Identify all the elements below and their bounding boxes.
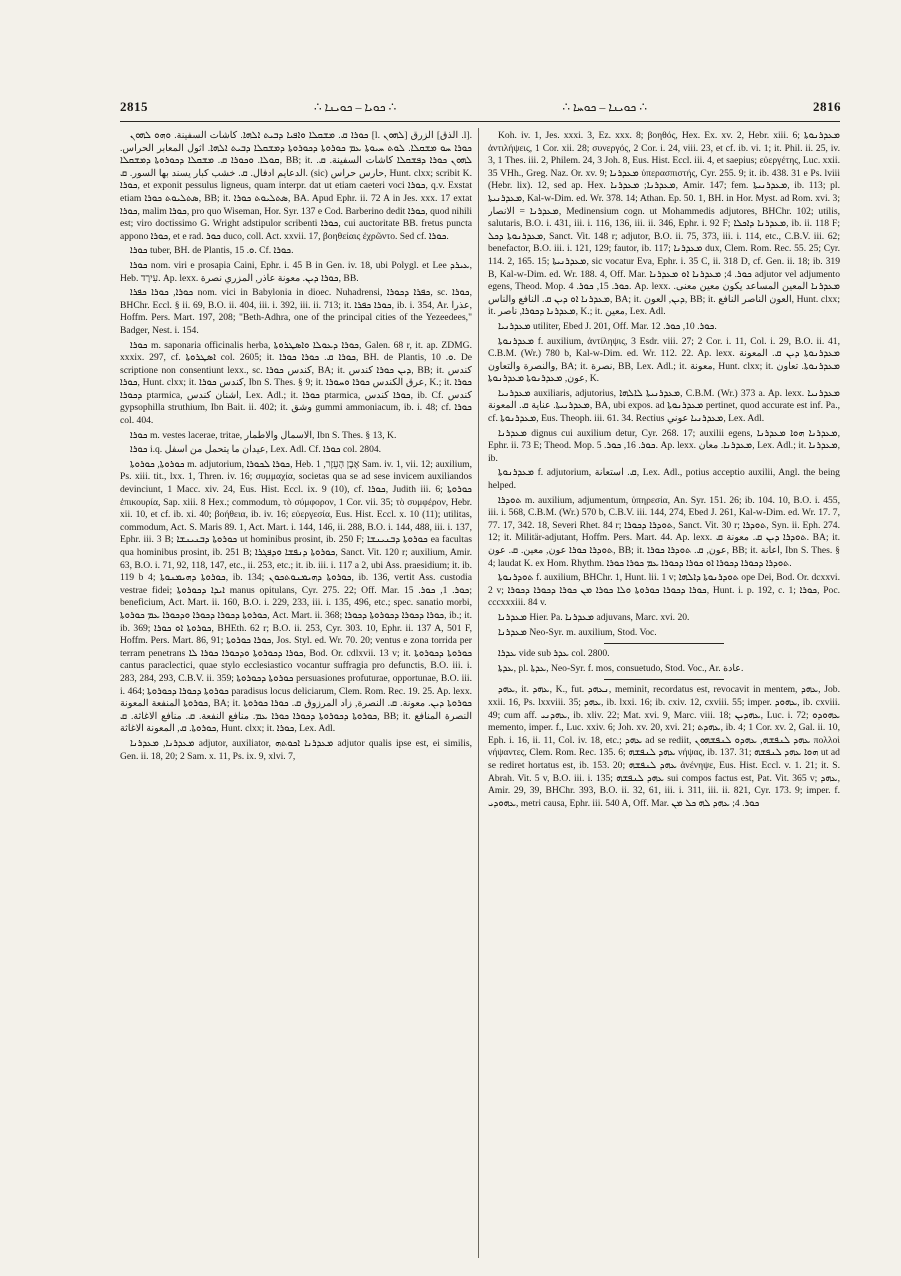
entry-auxilium-f: ܡܥܕܪܢܘܬܐ f. auxilium, ἀντίληψις, 3 Esdr. viii. 27; 2 Cor. i. 11, Col. i. 29, B.O. ii. 41, C.B.M. (Wr.) 780 b, Kal-w-Dim. ed. Wr. 112. 22. Ap. lexx. ܡܥܕܪܢܘܬܐ ܕܝܢ ܩ. المعونة والنصرة والتعاون, BA; it. نصرة, BB, Lex. Adl.; it. معونة, Hunt. clxx; it. ܡܥܕܪܢܘܬܐ. تعاون عون, ܡܥܕܪܢܘܬܐ ܡܥܕܪܢܘܬܐ, K. bbox=[488, 335, 840, 385]
entry-neo-syr: ܡܥܕܪܢܐ Neo-Syr. m. auxilium, Stod. Voc. bbox=[498, 626, 657, 638]
entry-mos: ܥܕܬܐ, pl. ܥܕܬܐ, Neo-Syr. f. mos, consuetudo, Stod. Voc., Ar. عادة. bbox=[498, 662, 744, 674]
entry-adjutor: ܡܥܕܪܢܐ, ܡܥܕܪܢܐ adjutor, auxiliator, ܡܥܕܪܢܐ ܐܟܘܬܗ adjutor qualis ipse est, ei similis, Gen. ii. 18, 20; 2 Sam. x. 11, Ps. ix. 9, xlvi. 7, bbox=[120, 737, 472, 762]
entry-dignus: ܡܥܕܪܢܐ dignus cui auxilium detur, Cyr. 268. 17; auxilii egens, ܡܥܕܪܢܐ ܗܘܐ ܡܥܕܪܢܐ, Ephr. ii. 73 E; Theod. Mop. ܟܘܪ. 16, ܟܘܪ. 5. Ap. lexx. ܡܥܕܪܢܐ. معان, Lex. Adl.; it. ܡܥܕܪܢܐ, ib. bbox=[488, 427, 840, 464]
entry-kurra: ܟܘܪܐ ܩ. ܡܫܩܠܐ ܘܐܦܝܐ ܕܒܝܬ ܐܠܗܐ. كاشات السفينة. ܘܗܘ ܠܗܘܢ [l. ܠܗܘܢ] الزرق [الذق .l]. ܟܘܪܐ ܚܘ ܡܫܩܠܐ. ܠܘܬ ܚܝܘܬܐ ܥܡ ܟܘܪܘܬܐ ܕܟܘܪܘܬܐ ܕܡܫܩܠܐ ܕܒܝܬ ܐܠܗܐ. اثول المعابر الحراس. ܩܘܠܐ. ܘܟܘܪܐ ܩ. ܡܫܩܠܐ ܕܟܘܪܘܬܐ ܕܡܫܩܠܐ, BB; it. ܠܗܘܢ ܟܘܪܐ ܕܦܫܩܠܐ كاشات السفينة. ܩ. الدعايم ادفال. ܩ. خشب كبار يسند بها السور. ܩ. (sic) حارس حراس, Hunt. clxx; scribit K. ܟܘܪܐ, et exponit pessulus ligneus, quam interpr. dat ut etiam caeteri voci ܟܘܪܐ, q.v. Exstat etiam ܣܬܠܝܘܬ ܟܘܪܐ, BB; it. ܣܬܠܝܘܬ ܟܘܪܐ, BA. Apud Ephr. ii. 72 A in Jes. xxx. 17 extat ܟܘܪܐ, malim ܟܘܪܐ, pro quo Wiseman, Hor. Syr. 137 e Cod. Barberino dedit ܟܘܪܐ, quod nihili est; viro doctissimo G. Wright adstipulor scribenti ܟܘܪܐ, cui auctoritate BB. fretus puncta appono ܟܘܪܐ, et e rad. ܟܘܪ duco, coll. Act. xxvii. 17, βοηθείαις ἐχρῶντο. Sed cf. ܟܘܪܐ. bbox=[120, 130, 472, 242]
entry-beth-adhra: ܟܘܪܐ, ܟܘܪܐ ܟܦܪܐ nom. vici in Babylonia in dioec. Nuhadrensi, ܟܦܪܐ ܕܟܘܪܐ, sc. ܟܘܪܐ, BHChr. Eccl. § ii. 69, B.O. ii. 404, iii. i. 392, iii. ii. 713; it. ܟܘܪܐ ܟܦܪܐ, ib. i. 354, Ar. عذرا, Hoffm. Pers. Mart. 197, 208; "Beth-Adhra, one of the principal cities of the Yezeedees," Badger, Nest. i. 154. bbox=[120, 287, 472, 336]
entry-meminit: ܥܗܕ, it. ܥܗܕ, K., fut. ܢܥܗܕ, meminit, recordatus est, revocavit in mentem, ܥܗܕ, Job. xxii. 16, Ps. lxxviii. 35; ܥܗܕ, ib. lxxi. 16; ib. cxiv. 12, cxviii. 55; imper. ܥܗܘܕ, ib. cxviii. 49; cum aff. ܥܗܕܢܝ, ib. xliv. 22; Mat. xvi. 9, Marc. viii. 18; ܥܗܕܝܢ, Luc. i. 72; ܥܗܘܕܘ memento, imper. f., Luc. xxiv. 6; Joh. xv. 20, xvi. 21; ܥܗܕܬ, ib. 4; 1 Cor. xv. 2, Gal. ii. 10, Eph. i. 16, ii. 11, Col. iv. 18, etc.; ܥܗܕ ad se rediit, ܥܗܕ ܠܢܦܫܗ, ܥܗܕܘ ܠܢܦܫܗܘܢ πολλοὶ νήψαντες, Clem. Rom. Rec. 135. 6; ܥܗܕ ܠܢܦܫܗ νήψας, ib. 137. 31; ܗܘܐ ܥܗܕ ܠܢܦܫܗ ut ad se rediret hortatus est, ib. 153. 20; ܥܗܕ ܠܢܦܫܗ ἀνένηψε, Eus. Hist. Eccl. v. 1. 21; it. S. Abrah. Vit. 5 v, B.O. iii. i. 135; ܥܗܕ ܠܢܦܫܗ sui compos factus est, Pat. Vit. 365 v; ܥܗܕ, Amir. 29, 39, BHChr. 393, B.O. ii. 32, 61, iii. i. 311, iii. ii. 821, Cyr. 173. 9; imper. f. ܥܗܘܕܝ, metri causa, Ephr. iii. 540 A, Off. Mar. ܟܘܪ. 4; ܥܗܕ ܠܗ ܟܠ ܡܢ bbox=[488, 684, 840, 809]
entry-auxiliaris: ܡܥܕܪܢܝܐ auxiliaris, adjutorius, ܡܥܕܪܢܝܬܐ ܠܐܠܗܐ, C.B.M. (Wr.) 373 a. Ap. lexx. ܡܥܕܪܢܝܐ ܡܥܕܪܢܝܬܐ. عناية ܩ. المعونة, BA, ubi expos. ad ܡܥܕܪܢܘܬܐ pertinet, quod accurate est inf. Pa., cf. ܡܥܕܪܢܘܬܐ, Eus. Theoph. iii. 61. 34. Rectius ܡܥܕܪܢܝܐ عوني, Lex. Adl. bbox=[488, 387, 840, 425]
entry-tuber: ܟܘܪܐ tuber, BH. de Plantis, ܘ. 15. Cf. ܟܘܪܐ. bbox=[130, 245, 294, 257]
right-page-number: 2816 bbox=[812, 99, 841, 114]
left-column bbox=[120, 130, 472, 1255]
entry-adjutorium: ܟܘܪܘܬܐ, ܟܘܪܘܬܐ m. adjutorium, ܟܘܪܐ ܠܟܘܪܐ, Heb. אֶבֶן הָעֵזֶר, 1 Sam. iv. 1, vii. 12; auxilium, Ps. xiii. tit., lxx. 1, Thren. iv. 16; συμμαχία, societas qua se ad sese invicem auxiliandos devinciunt, 1 Macc. xiv. 24, Eus. Hist. Eccl. ix. 9 (10), cf. ܟܘܪܐ, Judith iii. 6; ܟܘܪܘܬܐ ἐπικουρία, Sap. xiii. 8 Hex.; commodum, τὸ σύμφορον, 1 Cor. vii. 35; τὸ συμφέρον, Hebr. xii. 10, et cf. ib. xi. 40; βοήθεια, ib. iv. 16; εὐεργεσία, Eus. Hist. Eccl. x. 10 (11); utilitas, commodum, Act. S. Maris 89. 1, Act. Mart. i. 144, 146, ii. 288, B.O. i. 144, 488, iii. i. 137, Ephr. iii. 3 B; ܟܘܪܘܬܐ ܕܒܢܝܢܫܐ ut hominibus prosint, ib. 250 F; ܟܘܪܘܬܐ ܕܒܢܝܢܫܐ ea facultas qua hominibus prosint, ib. 251 B; ܟܘܪܘܬܐ ܕܢܦܫܐ ܘܕܦܓܪܐ, Sanct. Vit. 120 r; auxilium, Amir. 63, B.O. i. 71, 92, 118, 147, etc., ii. 253, etc.; it. ib. iii. i. 117 a 2, ubi Ass. praesidium; it. ib. 119 b 4; ܟܘܪܘܬܐ ܕܗܝܡܢܘܬܐ, ib. 134; ܟܘܪܘܬܐ ܕܗܝܡܢܘܬܟܘܢ, ib. 136, vertit Ass. custodia vestrae fidei; ܐܝܕܐ ܕܟܘܪܘܬܐ manus opitulans, Cyr. 275. 22; Off. Mar. ܟܘܪ. 1, ܟܘܪ. 15; beneficium, Act. Mart. ii. 160, B.O. i. 229, 233, iii. i. 135, 496, etc.; spec. sanatio morbi, ܟܘܪܘܬܐ ܕܟܘܪܐ ܕܟܘܪܐ ܘܕܟܘܪܐ ܥܡ ܟܘܪܘܬܐ, Act. Mart. ii. 368; ܟܘܪܐ ܕܟܘܪܐ ܕܟܘܪܘܬܐ ܕܟܘܪܐ, ib.; it. ib. 369; ܟܘܪܘܬܐ ܐܘ ܟܘܪܐ, BHEth. 62 r; B.O. ii. 253, Cyr. 303. 10, Ephr. ii. 137 A, 501 F, Hoffm. Pers. Mart. 86, 91; ܟܘܪܐ ܟܘܪܘܬܐ, Jos. Styl. ed. Wr. 70. 20; ventus e zona torrida per terram penetrans ܟܘܪܐ ܕܟܘܪܘܬܐ ܘܕܟܘܪܐ ܟܘܪܐ ܠܐ, Bod. Or. cdlxvii. 13 v; it. ܟܘܪܘܬܐ ܕܟܘܪܘܬܐ cantus paraclectici, quae stylo ecclesiastico vocantur suffragia pro defunctis, B.O. iii. i. 283, 284, 293, C.B.V. ii. 359; ܟܘܪܘܬܐ ܕܟܘܪܘܬܐ persuasiones profuturae, opportunae, B.O. iii. i. 464; ܟܘܪܘܬܐ ܕܟܘܪܐ ܕܟܘܪܘܬܐ paradisus locus deliciarum, Clem. Rom. Rec. 19. 25. Ap. lexx. ܟܘܪܘܬܐ المنفعة المعونة, BA; it. ܟܘܪܘܬܐ ܕܝܢ. معونة. ܩ. النصرة, زاد المرزوق ܩ. ܟܘܪܐ ܟܘܪܘܬܐ ܟܘܪܘܬܐ ܕܟܘܪܘܬܐ ܕܟܘܪܐ ܟܘܪܐ ܥܡ. منافع النفعة. ܩ. منافع الاغاثة. ܩ, BB; it. النصرة المنافع ܟܘܪܘܬܐ. ܩ, المعونة الاغاثة, Hunt. clxx; it. ܟܘܪܐ, Lex. Adl. bbox=[120, 458, 472, 735]
right-running-head: ∴ ܟܘܝܢܐ – ܟܘܚܐ ∴ bbox=[562, 99, 647, 114]
section-rule bbox=[604, 643, 724, 644]
left-running-head: ∴ ܟܘܝܐ – ܟܘܝܢܐ ∴ bbox=[314, 99, 397, 114]
entry-hier-pa: ܡܥܕܪܢܐ Hier. Pa. ܡܥܕܪܢܐ adjuvans, Marc. xvi. 20. bbox=[498, 611, 690, 623]
entry-nom-viri: ܟܘܪܐ nom. viri e prosapia Caini, Ephr. i. 45 B in Gen. iv. 18, ubi Polygl. et Lee ܥܝܪܕ, Heb. עִירָד. Ap. lexx. ܟܘܪܐ ܕܝܢ. معونة عاذر, المزري نصرة, BB. bbox=[120, 259, 472, 284]
page-header bbox=[120, 96, 841, 118]
entry-saponaria: ܟܘܪܐ m. saponaria officinalis herba, ܟܘܪܐ ܕܥܘܠܐ ܘܐܣܛܪܘܬܐ, Galen. 68 r, it. ap. ZDMG. xxxix. 297, cf. ܐܣܛܪܘܬܐ col. 2605; it. ܟܘܪܐ ܩ. ܟܘܪܐ ܟܘܪܐ, BH. de Plantis, ܘ. 10. De scriptione non consentiunt lexx., sc. كندس ܟܘܪܐ, BA; it. ܕܝܢ ܟܘܪܐ كندس, BB; it. كندس ܟܘܪܐ, Hunt. clxx; it. كندس ܟܘܪܐ, Ibn S. Thes. § 9; it. عرق الكندس ܟܘܪܐ ܘܚܘܪܐ, K.; it. ܟܘܪܐ ܕܟܘܪܐ ptarmica, اشنان كندس, Lex. Adl.; it. ܟܘܪܐ ptarmica, ܟܘܪܐ كندس, ib. Cf. كندس gypsophilla struthium, Ibn Bait. ii. 402; it. وشق gummi ammoniacum, ib. i. 48; cf. ܟܘܪܐ col. 404. bbox=[120, 339, 472, 427]
entry-iq: ܟܘܪܐ i.q. عيدان ما يتحمل من اسفل, Lex. Adl. Cf. ܟܘܪܐ col. 2804. bbox=[130, 444, 382, 456]
left-page-number: 2815 bbox=[120, 99, 148, 114]
entry-vide-sub: ܥܕܪܐ vide sub ܥܕܪ col. 2800. bbox=[498, 648, 610, 660]
entry-vestes-lacerae: ܟܘܪܐ m. vestes lacerae, tritae, الاسمال والاطمار, Ibn S. Thes. § 13, K. bbox=[130, 429, 397, 441]
entry-utiliter: ܡܥܕܪܢܝܐ utiliter, Ebed J. 201, Off. Mar. ܟܘܪ. 10, ܟܘܪ. 12. bbox=[498, 320, 717, 332]
entry-auxilium-bhchr: ܬܘܕܪܢܘܬܐ f. auxilium, BHChr. 1, Hunt. lii. 1 v; ܬܘܕܪܢܘܬܐ ܕܐܠܗܐ ope Dei, Bod. Or. dcxxvi. 2 v; ܟܘܪܐ ܕܟܘܪܐ ܟܘܪܘܬܐ ܘܠܐ ܟܘܪܐ ܡܢ ܟܘܪܐ ܕܟܘܪܐ ܕܟܘܪܐ, Hunt. i. p. 192, c. 1; ܟܘܪܐ, Poc. cccxxxiii. 84 v. bbox=[488, 572, 840, 609]
entry-adjutor-cont: Koh. iv. 1, Jes. xxxi. 3, Ez. xxx. 8; βοηθός, Hex. Ex. xv. 2, Hebr. xiii. 6; ܡܥܕܪܢܘܬܐ ἀντιλήψεις, 1 Cor. xii. 28; συνεργός, 2 Cor. i. 24, viii. 23, et cf. ib. vi. 1; it. Phil. ii. 25, iv. 3, 1 Thes. iii. 2, Philem. 24, 3 Joh. 8, Eus. Hist. Eccl. iii. 4, et saepius; εὐεργέτης, Luc. xxii. 35 VHh., Greg. Naz. Or. xv. 9; ܡܥܕܪܢܐ ὑπερασπιστής, Cyr. 255. 9; it. ib. 438. 31 e Ps. lviii (Hebr. lix). 12, sed ap. Hex. ܡܥܕܪܢܐ; ܡܥܕܪܢܐ, Amir. 147; fem. ܡܥܕܪܢܝܬܐ, ib. 113; pl. ܡܥܕܪܢܝܬܐ, Kal-w-Dim. ed. Wr. 378. 14; Athan. Ep. 50. 1, BH. in Hor. Myst. ad Rom. xvi. 3; ܡܥܕܪܢܐ = الانصار, Medinensium cogn. ut Mohammedis adjutores, BHChr. 102; utilis, salutaris, B.O. i. 431, iii. i. 116, 136, iii. ii. 346, Ephr. i. 92 F; ܡܥܕܪܢܐ ܕܐܟܠܐ, ib. ii. 118 F; ܡܥܕܪܢܘܬܐ ܕܟܠ, Sanct. Vit. 148 r; adjutor, B.O. ii. 75, 373, iii. i. 114, etc., C.B.V. iii. 62; benefactor, B.O. iii. i. 121, 129; fautor, ib. 117; ܡܥܕܪܢܐ dux, Clem. Rom. Rec. 55. 25; Cyr. 114. 2, 165. 15; ܡܥܕܪܢܝܬܐ, sic vocatur Eva, Ephr. i. 35 C, ii. 318 D, cf. Gen. ii. 18; ib. 319 B, Kal-w-Dim. ed. Wr. 188. 4, Off. Mar. ܟܘܪ. 4; ܡܥܕܪܢܐ ܐܘ ܡܥܕܪܢܐ adjutor vel adjumento egens, Theod. Mop. ܟܘܪ. 15, ܟܘܪ. 4. Ap. lexx. ܡܥܕܪܢܐ المعين المساعد يكون معين معنى. ܡܥܕܪܢܐ ܐܘ ܕܝܢ ܩ. النافع والناس, BA; it. ܕܝܢ, العون, BB; it. العون الناصر النافع, Hunt. clxx; it. ܡܥܕܪܢܐ ܕܟܘܪܐ, ناصر, K.; it. معين, Lex. Adl. bbox=[488, 130, 840, 318]
entry-auxilium-m: ܬܘܕܪܐ m. auxilium, adjumentum, ὑπηρεσία, An. Syr. 151. 26; ib. 104. 10, B.O. i. 455, iii. i. 568, C.B.M. (Wr.) 570 b, C.B.V. iii. 144, 274, Ebed J. 261, Kal-w-Dim. ed. Wr. 17. 7, 77. 17, 342. 18, Severi Rhet. 84 r; ܬܘܕܪܐ ܕܟܘܪܐ, Sanct. Vit. 30 r; ܬܘܕܪܐ, Syn. ii. Eph. 274. 12; it. Militär-adjutant, Hoffm. Pers. Mart. 44. Ap. lexx. ܬܘܕܪܐ ܕܝܢ ܩ. معونة ܩ. BA; it. ܬܘܕܪܐ ܟܘܪܐ عون, معين. ܩ. عون, BB; it. عون, ܩ. ܬܘܕܪܐ ܟܘܪܐ, BB; it. اعانة, Ibn S. Thes. § 4; laudat K. ex Hom. Rhythm. ܬܘܕܪܐ ܕܟܘܪܐ ܕܟܘܪܐ ܐܘ ܟܘܪܐ ܕܟܘܪܐ ܥܡ ܟܘܪܐ ܟܘܪܐ. bbox=[488, 494, 840, 569]
header-rule bbox=[120, 121, 840, 122]
right-column bbox=[488, 130, 840, 1255]
section-rule-2 bbox=[604, 679, 724, 680]
column-divider bbox=[478, 128, 479, 1258]
entry-adjutorium-f: ܡܥܕܪܢܘܬܐ f. adjutorium, ܩ. استعانة, Lex. Adl., potius acceptio auxilii, Angl. the being helped. bbox=[488, 467, 840, 492]
